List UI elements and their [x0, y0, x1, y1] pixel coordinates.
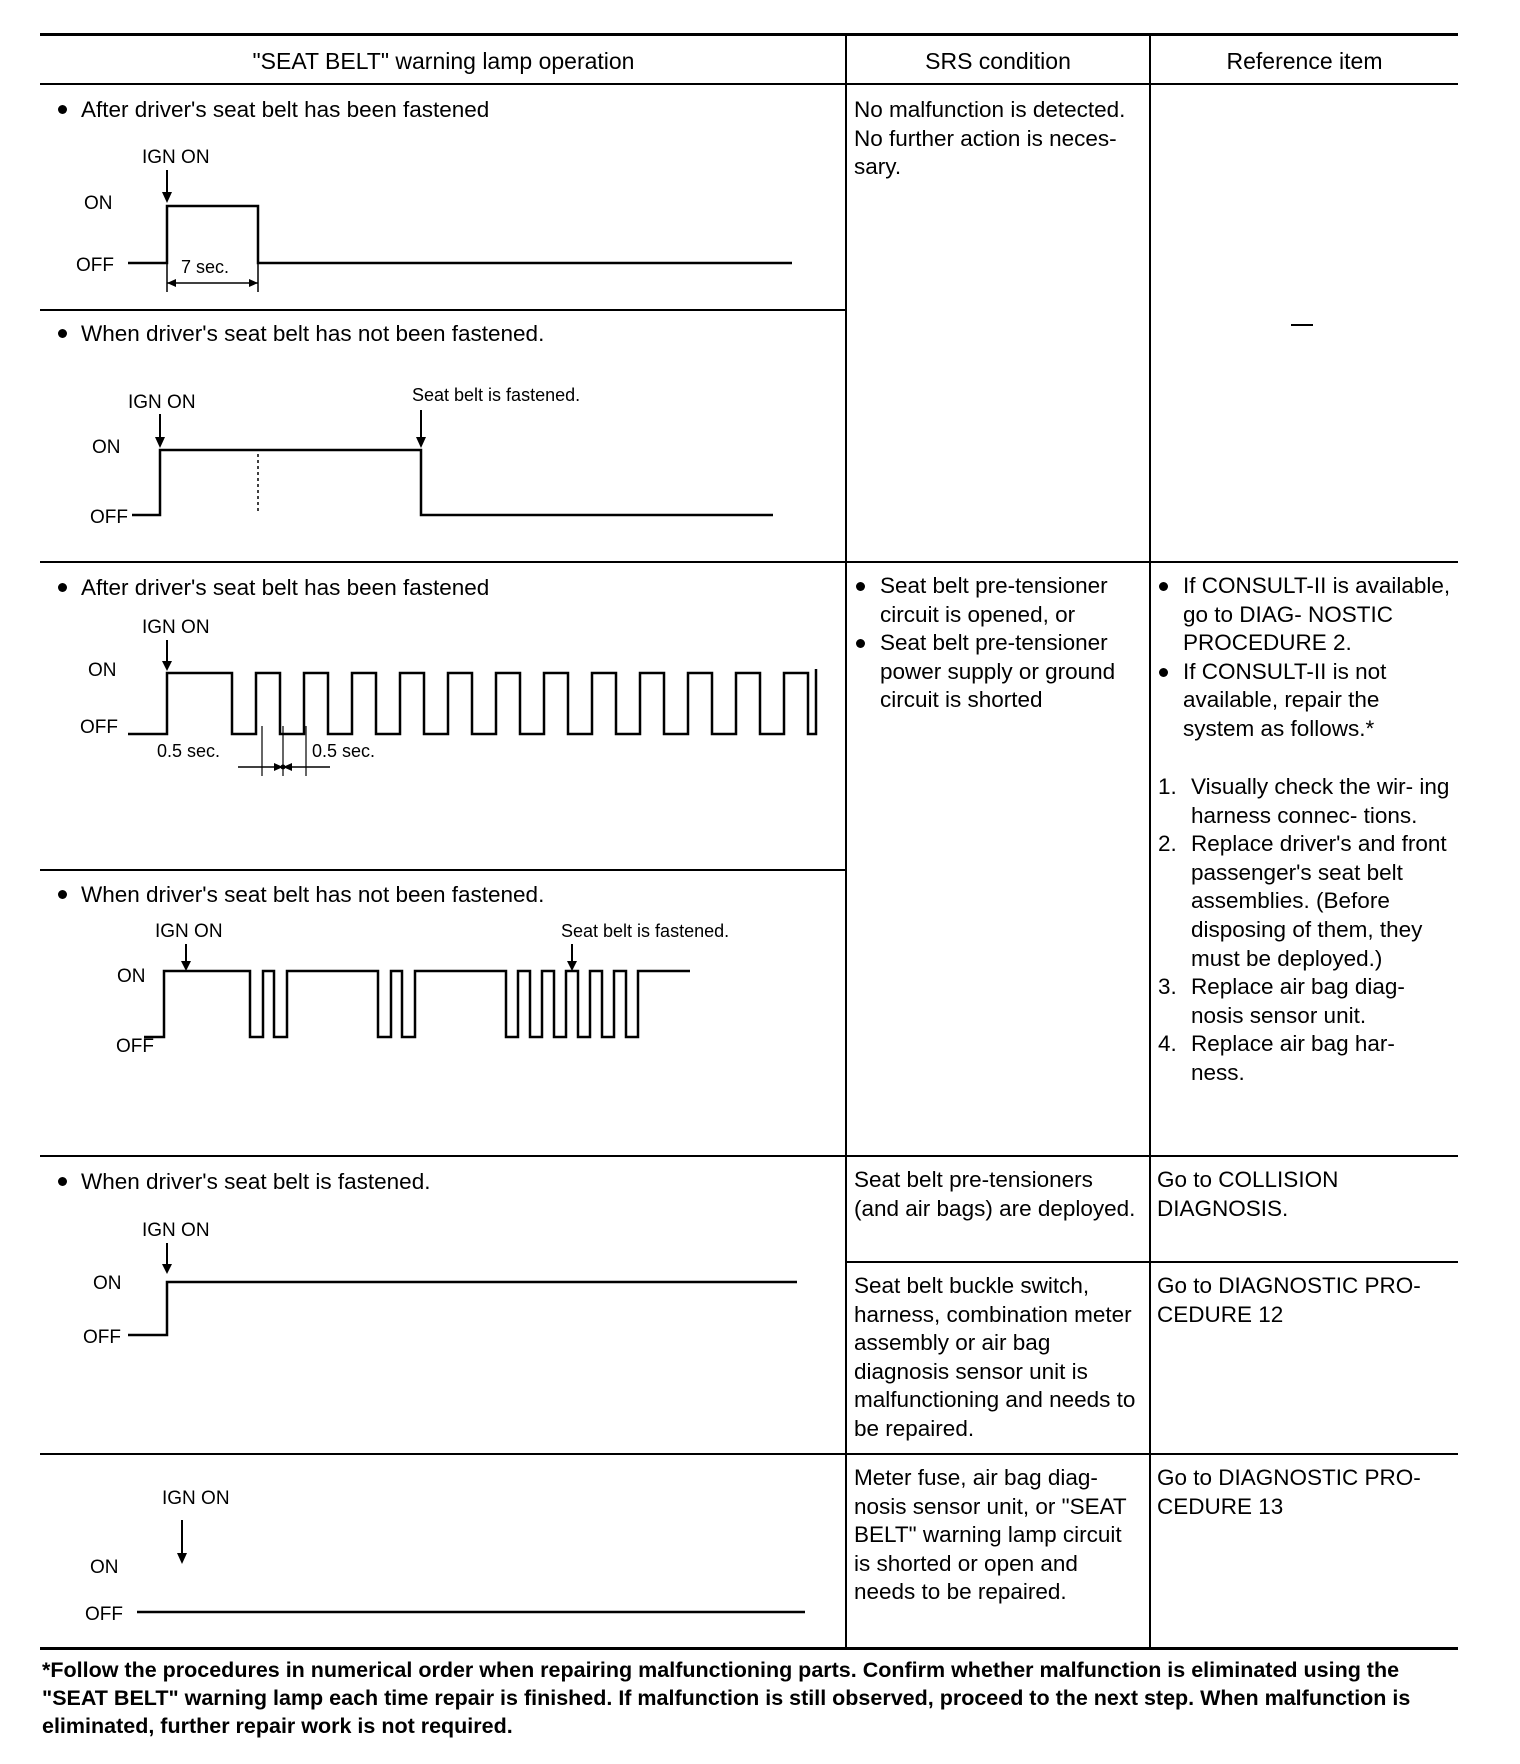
lamp-signal-trace	[144, 971, 690, 1037]
bullet-icon	[58, 583, 67, 592]
bullet-icon	[58, 890, 67, 899]
off-label: OFF	[85, 1604, 123, 1625]
off-label: OFF	[116, 1036, 154, 1057]
timing-diagram-row1-a	[40, 120, 845, 310]
list-item: If CONSULT-II is available, go to DIAG- NOSTIC PROCEDURE 2.	[1157, 572, 1452, 658]
off-label: OFF	[83, 1327, 121, 1348]
ign-on-label: IGN ON	[142, 617, 210, 638]
list-item: 4. Replace air bag har- ness.	[1158, 1031, 1395, 1085]
bullet-icon	[1159, 582, 1168, 591]
row1-reference-dash	[1291, 324, 1313, 326]
fastened-label: Seat belt is fastened.	[561, 921, 730, 941]
off-label: OFF	[80, 717, 118, 738]
duration-label-1: 0.5 sec.	[157, 741, 221, 761]
on-label: ON	[84, 193, 113, 214]
row4-reference: Go to DIAGNOSTIC PRO- CEDURE 13	[1157, 1465, 1421, 1519]
ign-on-label: IGN ON	[142, 1220, 210, 1241]
row1-caption-b: When driver's seat belt has not been fastened.	[58, 321, 544, 347]
row3-srs-condition-b: Seat belt buckle switch, harness, combination meter assembly or air bag diagnosis sensor unit is malfunctioning and needs to be repaired.	[854, 1273, 1136, 1441]
row2-srs-condition	[854, 572, 1144, 715]
row2-inner-rule	[40, 869, 845, 871]
row1-srs-condition: No malfunction is detected. No further action is neces- sary.	[854, 97, 1126, 180]
table-bottom-rule	[40, 1647, 1458, 1650]
row1-bottom-rule	[40, 561, 1458, 563]
header-reference-item: Reference item	[1226, 48, 1383, 74]
row2-bottom-rule	[40, 1155, 1458, 1157]
row2-reference-bullets	[1157, 572, 1452, 744]
duration-label-2: 0.5 sec.	[312, 741, 376, 761]
timing-diagram-row2-b	[40, 910, 845, 1060]
list-item: 1. Visually check the wir- ing harness connec- tions.	[1158, 774, 1450, 828]
ign-on-label: IGN ON	[142, 147, 210, 168]
bullet-icon	[58, 1177, 67, 1186]
row3-reference-a: Go to COLLISION DIAGNOSIS.	[1157, 1167, 1339, 1221]
row3-bottom-rule	[40, 1453, 1458, 1455]
ign-on-label: IGN ON	[128, 392, 196, 413]
on-label: ON	[90, 1557, 119, 1578]
list-item: Seat belt pre-tensioner power supply or ground circuit is shorted	[854, 629, 1144, 715]
row3-inner-rule	[847, 1261, 1458, 1263]
bullet-icon	[856, 639, 865, 648]
row3-caption: When driver's seat belt is fastened.	[58, 1169, 430, 1195]
duration-label: 7 sec.	[181, 257, 230, 277]
timing-diagram-row1-b	[40, 370, 845, 550]
timing-diagram-row4	[40, 1470, 845, 1640]
on-label: ON	[93, 1273, 122, 1294]
bullet-icon	[856, 582, 865, 591]
header-srs-condition: SRS condition	[925, 48, 1071, 74]
row2-caption-a: After driver's seat belt has been fastened	[58, 575, 489, 601]
on-label: ON	[117, 966, 146, 987]
lamp-signal-trace	[128, 1282, 797, 1335]
footnote: *Follow the procedures in numerical order when repairing malfunctioning parts. Confirm whether malfunction is eliminated using the "SEAT BELT" warning lamp each time repair is finished. If malfunction is still observed, proceed to the next step. When malfunction is eliminated, further repair work is not required.	[42, 1658, 1411, 1738]
column-divider-2	[1149, 33, 1151, 1648]
on-label: ON	[92, 437, 121, 458]
list-item: 3. Replace air bag diag- nosis sensor unit.	[1158, 974, 1405, 1028]
row3-srs-condition-a: Seat belt pre-tensioners (and air bags) are deployed.	[854, 1167, 1136, 1221]
lamp-signal-trace	[128, 206, 792, 263]
off-label: OFF	[76, 255, 114, 276]
list-item: 2. Replace driver's and front passenger's seat belt assemblies. (Before disposing of them, they must be deployed.)	[1158, 831, 1447, 971]
table-top-rule	[40, 33, 1458, 36]
lamp-signal-trace	[132, 450, 773, 515]
column-divider-1	[845, 33, 847, 1648]
bullet-icon	[58, 329, 67, 338]
timing-diagram-row3	[40, 1200, 845, 1350]
list-item: Seat belt pre-tensioner circuit is opened, or	[854, 572, 1144, 629]
off-label: OFF	[90, 507, 128, 528]
ign-on-label: IGN ON	[155, 921, 223, 942]
row3-reference-b: Go to DIAGNOSTIC PRO- CEDURE 12	[1157, 1273, 1421, 1327]
row1-caption-a: After driver's seat belt has been fastened	[58, 97, 489, 123]
timing-diagram-row2-a	[40, 600, 845, 800]
header-bottom-rule	[40, 83, 1458, 85]
lamp-signal-trace	[128, 669, 816, 734]
ign-on-label: IGN ON	[162, 1488, 230, 1509]
bullet-icon	[58, 105, 67, 114]
bullet-icon	[1159, 668, 1168, 677]
fastened-label: Seat belt is fastened.	[412, 385, 581, 405]
list-item: If CONSULT-II is not available, repair the system as follows.*	[1157, 658, 1452, 744]
on-label: ON	[88, 660, 117, 681]
row2-reference-steps	[1158, 773, 1453, 1088]
row2-caption-b: When driver's seat belt has not been fastened.	[58, 882, 544, 908]
row4-srs-condition: Meter fuse, air bag diag- nosis sensor unit, or "SEAT BELT" warning lamp circuit is shorted or open and needs to be repaired.	[854, 1465, 1127, 1605]
header-operation: "SEAT BELT" warning lamp operation	[252, 48, 635, 74]
